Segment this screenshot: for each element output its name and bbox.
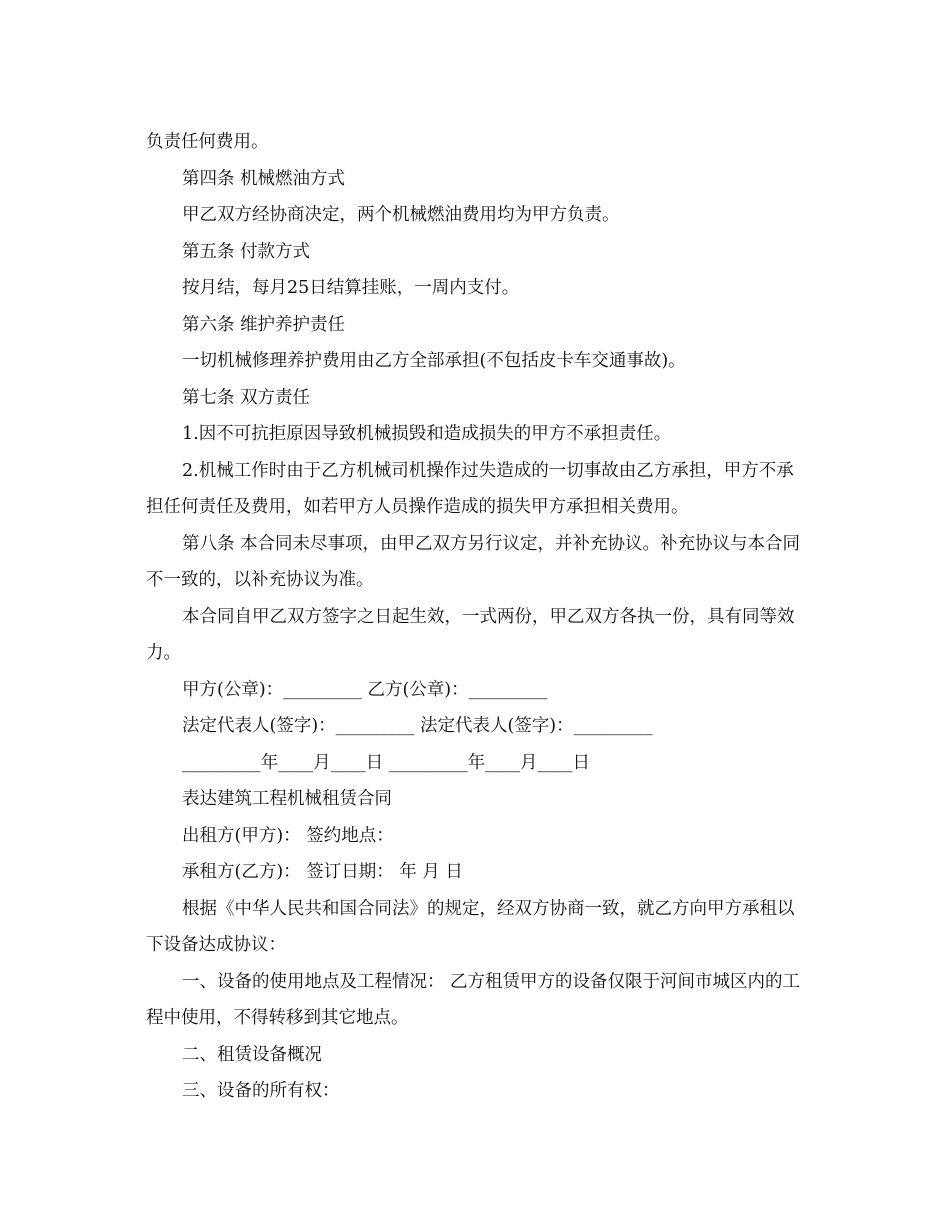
seal-line: 甲方(公章)：_________ 乙方(公章)：_________ xyxy=(182,679,548,700)
signature-line: 法定代表人(签字)：_________ 法定代表人(签字)：_________ xyxy=(182,716,653,736)
paragraph-3: 甲乙双方经协商决定，两个机械燃油费用均为甲方负责。 xyxy=(182,205,620,225)
section-1: 一、设备的使用地点及工程情况： 乙方租赁甲方的设备仅限于河间市城区内的工程中使用，不得转移到其它地点。 xyxy=(146,971,801,1028)
article-7-heading: 第七条 双方责任 xyxy=(182,387,311,408)
paragraph-5: 按月结，每月25日结算挂账，一周内支付。 xyxy=(182,278,520,298)
preamble: 根据《中华人民共和国合同法》的规定，经双方协商一致，就乙方向甲方承租以下设备达成协议： xyxy=(146,898,795,955)
effective-clause: 本合同自甲乙双方签字之日起生效，一式两份，甲乙双方各执一份，具有同等效力。 xyxy=(146,606,795,663)
lessor-line: 出租方(甲方)： 签约地点： xyxy=(182,825,394,846)
clause-7-2: 2.机械工作时由于乙方机械司机操作过失造成的一切事故由乙方承担，甲方不承担任何责任及费用，如若甲方人员操作造成的损失甲方承担相关费用。 xyxy=(146,460,794,517)
date-line: _________年____月____日 _________年____月____日 xyxy=(182,752,591,773)
lessee-line: 承租方(乙方)： 签订日期： 年 月 日 xyxy=(182,862,463,882)
article-6-heading: 第六条 维护养护责任 xyxy=(182,314,346,335)
paragraph-7: 一切机械修理养护费用由乙方全部承担(不包括皮卡车交通事故)。 xyxy=(182,351,686,371)
section-3: 三、设备的所有权： xyxy=(182,1081,340,1101)
contract-title: 表达建筑工程机械租赁合同 xyxy=(182,789,392,809)
paragraph-1: 负责任何费用。 xyxy=(146,132,269,152)
article-5-heading: 第五条 付款方式 xyxy=(182,241,311,262)
section-2: 二、租赁设备概况 xyxy=(182,1044,322,1065)
document-body xyxy=(146,124,806,1110)
article-8: 第八条 本合同未尽事项，由甲乙双方另行议定，并补充协议。补充协议与本合同不一致的，以补充协议为准。 xyxy=(146,533,801,590)
clause-7-1: 1.因不可抗拒原因导致机械损毁和造成损失的甲方不承担责任。 xyxy=(182,424,672,444)
article-4-heading: 第四条 机械燃油方式 xyxy=(182,168,346,189)
